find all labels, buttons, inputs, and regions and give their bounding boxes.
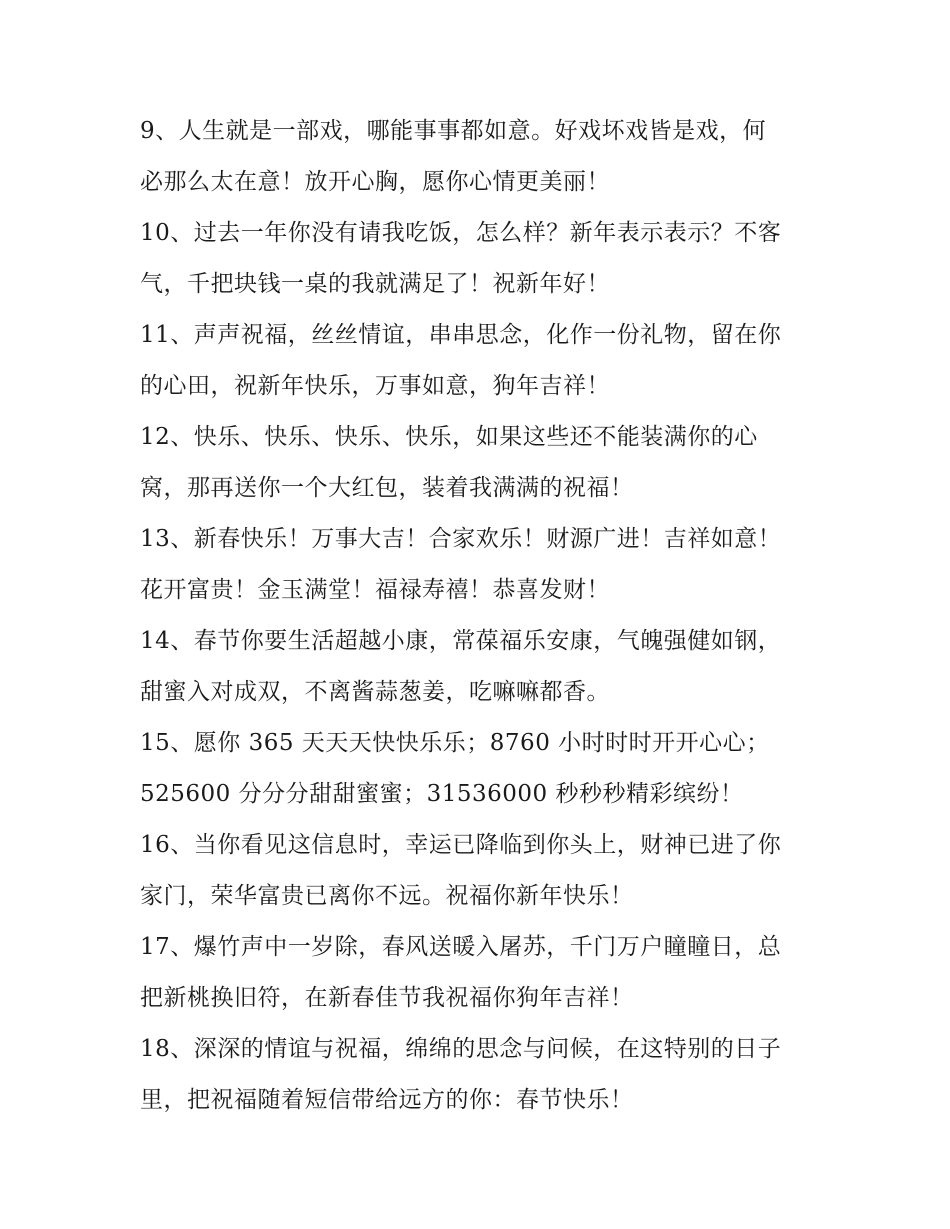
text-line: 的心田，祝新年快乐，万事如意，狗年吉祥！ <box>140 373 610 399</box>
text-line: 525600 分分分甜甜蜜蜜；31536000 秒秒秒精彩缤纷！ <box>140 781 744 807</box>
text-line: 13、新春快乐！万事大吉！合家欢乐！财源广进！吉祥如意！ <box>140 526 782 552</box>
text-line: 16、当你看见这信息时，幸运已降临到你头上，财神已进了你 <box>140 832 782 858</box>
text-line: 里，把祝福随着短信带给远方的你：春节快乐！ <box>140 1087 634 1113</box>
text-line: 12、快乐、快乐、快乐、快乐，如果这些还不能装满你的心 <box>140 424 758 450</box>
text-line: 18、深深的情谊与祝福，绵绵的思念与问候，在这特别的日子 <box>140 1036 782 1062</box>
text-line: 9、人生就是一部戏，哪能事事都如意。好戏坏戏皆是戏，何 <box>140 118 767 144</box>
text-line: 把新桃换旧符，在新春佳节我祝福你狗年吉祥！ <box>140 985 634 1011</box>
text-line: 花开富贵！金玉满堂！福禄寿禧！恭喜发财！ <box>140 577 610 603</box>
text-line: 甜蜜入对成双，不离酱蒜葱姜，吃嘛嘛都香。 <box>140 679 610 705</box>
text-line: 11、声声祝福，丝丝情谊，串串思念，化作一份礼物，留在你 <box>140 322 782 348</box>
text-line: 14、春节你要生活超越小康，常葆福乐安康，气魄强健如钢， <box>140 628 782 654</box>
greeting-text-block <box>140 106 810 1126</box>
text-line: 10、过去一年你没有请我吃饭，怎么样？新年表示表示？不客 <box>140 220 782 246</box>
text-line: 家门，荣华富贵已离你不远。祝福你新年快乐！ <box>140 883 634 909</box>
text-line: 15、愿你 365 天天天快快乐乐；8760 小时时时开开心心； <box>140 730 770 756</box>
text-line: 17、爆竹声中一岁除，春风送暖入屠苏，千门万户瞳瞳日，总 <box>140 934 782 960</box>
text-line: 气，千把块钱一桌的我就满足了！祝新年好！ <box>140 271 610 297</box>
text-line: 必那么太在意！放开心胸，愿你心情更美丽！ <box>140 169 610 195</box>
text-line: 窝，那再送你一个大红包，装着我满满的祝福！ <box>140 475 634 501</box>
